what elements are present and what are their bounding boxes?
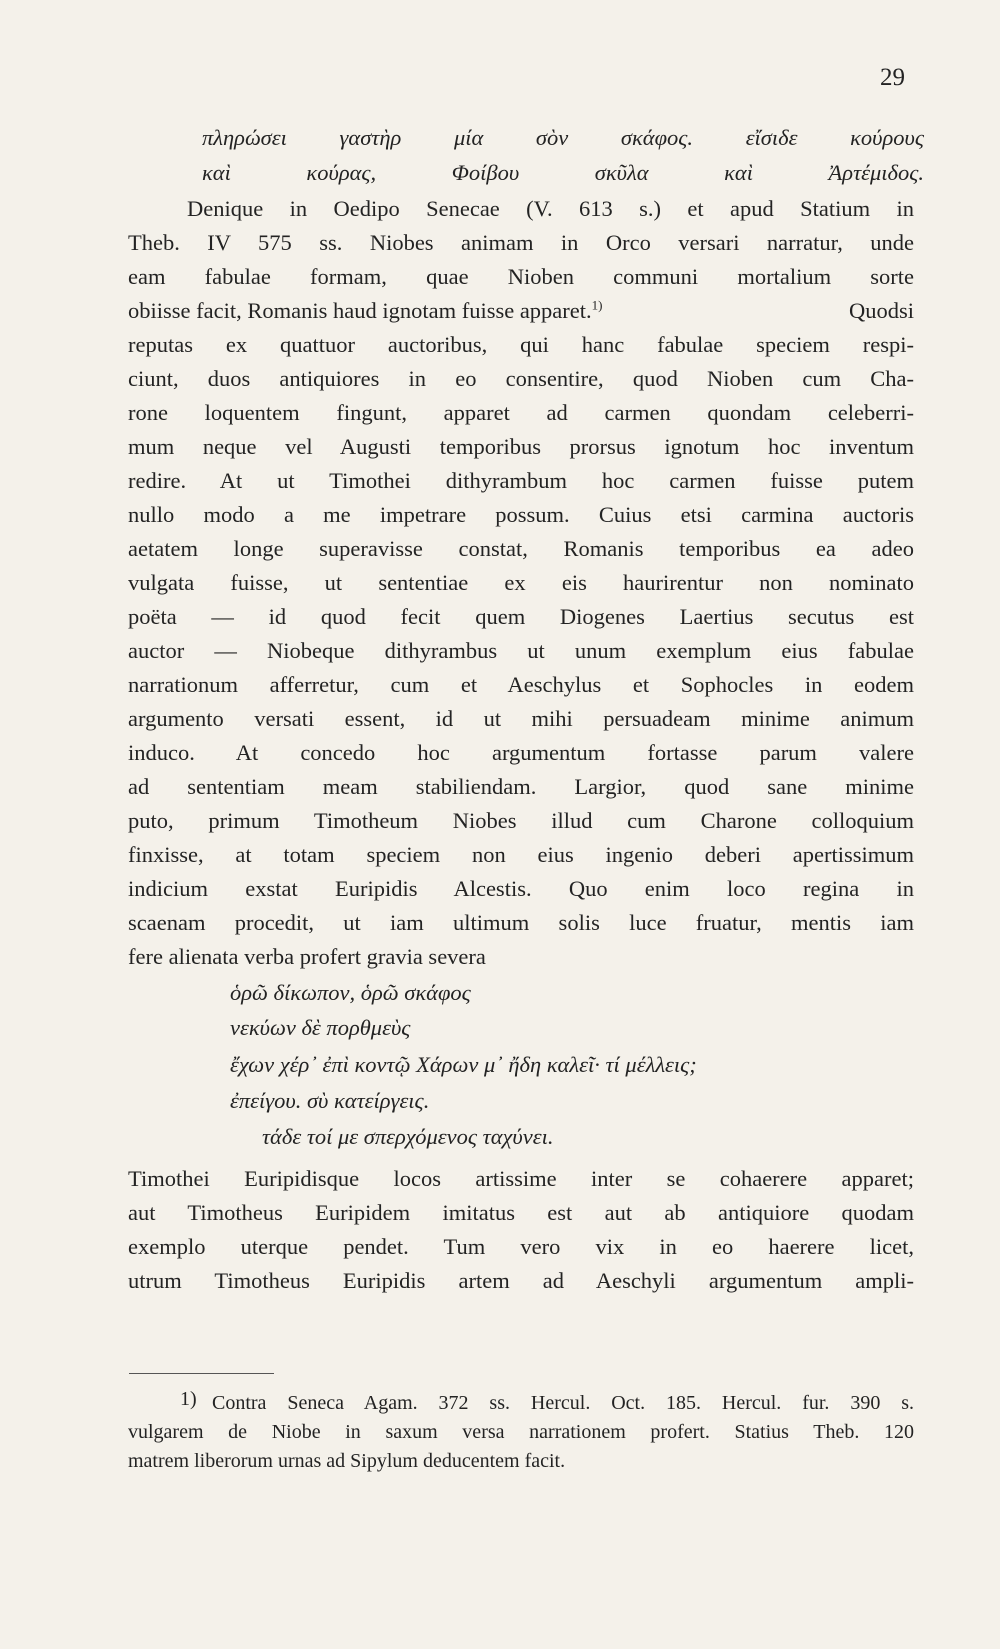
text-line: finxisse, at totam speciem non eius ingenio deberi apertissimum — [128, 842, 914, 867]
text-line: Timothei Euripidisque locos artissime inter se cohaerere apparet; — [128, 1166, 914, 1191]
greek-quote-line: ὁρῶ δίκωπον, ὁρῶ σκάφος — [230, 980, 471, 1005]
text-line: puto, primum Timotheum Niobes illud cum Charone colloquium — [128, 808, 914, 833]
text-line: Theb. IV 575 ss. Niobes animam in Orco versari narratur, unde — [128, 230, 914, 255]
text-line: fere alienata verba profert gravia severa — [128, 944, 486, 969]
text-line: narrationum afferretur, cum et Aeschylus et Sophocles in eodem — [128, 672, 914, 697]
text-line: reputas ex quattuor auctoribus, qui hanc fabulae speciem respi- — [128, 332, 914, 357]
text-line: mum neque vel Augusti temporibus prorsus ignotum hoc inventum — [128, 434, 914, 459]
text-line: ad sententiam meam stabiliendam. Largior, quod sane minime — [128, 774, 914, 799]
footnote-line: Contra Seneca Agam. 372 ss. Hercul. Oct. 185. Hercul. fur. 390 s. — [212, 1392, 914, 1414]
greek-quote-line: τάδε τοί με σπερχόμενος ταχύνει. — [262, 1124, 554, 1149]
text-line: eam fabulae formam, quae Nioben communi mortalium sorte — [128, 264, 914, 289]
page-number: 29 — [880, 64, 905, 91]
text-line: exemplo uterque pendet. Tum vero vix in eo haerere licet, — [128, 1234, 914, 1259]
greek-verse-line: καὶ κούρας, Φοίβου σκῦλα καὶ Ἀρτέμιδος. — [202, 160, 924, 185]
text-line: utrum Timotheus Euripidis artem ad Aeschyli argumentum ampli- — [128, 1268, 914, 1293]
text-line: poëta — id quod fecit quem Diogenes Laertius secutus est — [128, 604, 914, 629]
text-line-tail: Quodsi — [848, 298, 914, 323]
footnote-rule — [129, 1373, 274, 1374]
text-line: aetatem longe superavisse constat, Romanis temporibus ea adeo — [128, 536, 914, 561]
greek-verse-line: πληρώσει γαστὴρ μία σὸν σκάφος. εἴσιδε κούρους — [202, 125, 924, 150]
greek-quote-line: ἔχων χέρ᾽ ἐπὶ κοντῷ Χάρων μ᾽ ἤδη καλεῖ· τί μέλλεις; — [230, 1052, 697, 1077]
text-line: scaenam procedit, ut iam ultimum solis luce fruatur, mentis iam — [128, 910, 914, 935]
text-line: obiisse facit, Romanis haud ignotam fuisse apparet.$^{1)}$ — [128, 297, 603, 323]
footnote-line: vulgarem de Niobe in saxum versa narrationem profert. Statius Theb. 120 — [128, 1421, 914, 1443]
footnote-ref: 1) — [591, 297, 603, 313]
footnote-marker: 1) — [180, 1388, 197, 1410]
text-line: Denique in Oedipo Senecae (V. 613 s.) et apud Statium in — [187, 196, 914, 221]
text-line: vulgata fuisse, ut sententiae ex eis haurirentur non nominato — [128, 570, 914, 595]
text-line: redire. At ut Timothei dithyrambum hoc carmen fuisse putem — [128, 468, 914, 493]
text-line: rone loquentem fingunt, apparet ad carmen quondam celeberri- — [128, 400, 914, 425]
text-line: induco. At concedo hoc argumentum fortasse parum valere — [128, 740, 914, 765]
text-line: argumento versati essent, id ut mihi persuadeam minime animum — [128, 706, 914, 731]
text-line: auctor — Niobeque dithyrambus ut unum exemplum eius fabulae — [128, 638, 914, 663]
text-line: indicium exstat Euripidis Alcestis. Quo enim loco regina in — [128, 876, 914, 901]
greek-quote-line: νεκύων δὲ πορθμεὺς — [230, 1015, 411, 1040]
greek-quote-line: ἐπείγου. σὺ κατείργεις. — [230, 1088, 430, 1113]
text-line: nullo modo a me impetrare possum. Cuius etsi carmina auctoris — [128, 502, 914, 527]
text-line: aut Timotheus Euripidem imitatus est aut ab antiquiore quodam — [128, 1200, 914, 1225]
footnote-line: matrem liberorum urnas ad Sipylum deducentem facit. — [128, 1450, 566, 1472]
text-line: ciunt, duos antiquiores in eo consentire, quod Nioben cum Cha- — [128, 366, 914, 391]
